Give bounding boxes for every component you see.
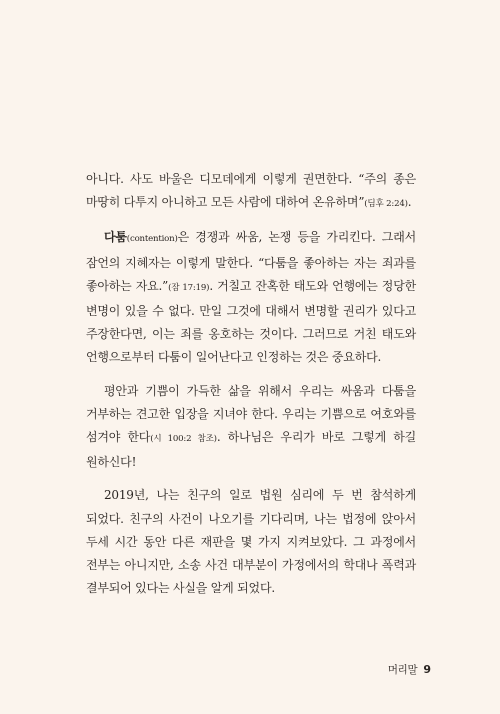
running-footer-section: 머리말 <box>387 664 418 676</box>
paragraph-3 <box>86 380 416 475</box>
page-footer <box>0 662 431 677</box>
paragraph-2 <box>86 226 416 369</box>
key-term-note: (contention) <box>126 234 178 245</box>
scripture-reference: (잠 17:19) <box>168 282 210 293</box>
paragraph-1-end: . <box>407 195 412 210</box>
paragraph-1 <box>86 168 416 216</box>
scripture-reference: (시 100:2 참조) <box>150 434 217 445</box>
paragraph-2-text: 은 경쟁과 싸움, 논쟁 등을 가리킨다. 그래서 잠언의 지혜자는 이렇게 말한다. “다툼을 좋아하는 자는 죄과를 좋아하는 자요.” <box>86 230 416 293</box>
paragraph-3-text: 평안과 기쁨이 가득한 삶을 위해서 우리는 싸움과 다툼을 거부하는 견고한 입장을 지녀야 한다. 우리는 기쁨으로 여호와를 섬겨야 한다 <box>86 383 416 445</box>
paragraph-2-end: . 거칠고 잔혹한 태도와 언행에는 정당한 변명이 있을 수 없다. 만일 그것에 대해서 변명할 권리가 있다고 주장한다면, 이는 죄를 옹호하는 것이다. 그러므로 거친 태도와 언행으로부터 다툼이 일어난다고 인정하는 것은 중요하다. <box>86 278 416 365</box>
paragraph-4-text: 2019년, 나는 친구의 일로 법원 심리에 두 번 참석하게 되었다. 친구의 사건이 나오기를 기다리며, 나는 법정에 앉아서 두세 시간 동안 다른 재판을 몇 가지 지켜보았다. 그 과정에서 전부는 아니지만, 소송 사건 대부분이 가정에서의 학대나 폭력과 결부되어 있다는 사실을 알게 되었다. <box>86 488 416 596</box>
page-number: 9 <box>423 663 431 676</box>
page-body <box>86 168 416 610</box>
key-term: 다툼 <box>104 230 127 245</box>
paragraph-1-text: 아니다. 사도 바울은 디모데에게 이렇게 권면한다. “주의 종은 마땅히 다투지 아니하고 모든 사람에 대하여 온유하며” <box>86 172 416 210</box>
paragraph-4 <box>86 484 416 600</box>
scripture-reference: (딤후 2:24) <box>364 199 408 210</box>
paragraph-3-end: . 하나님은 우리가 바로 그렇게 하길 원하신다! <box>86 430 416 470</box>
